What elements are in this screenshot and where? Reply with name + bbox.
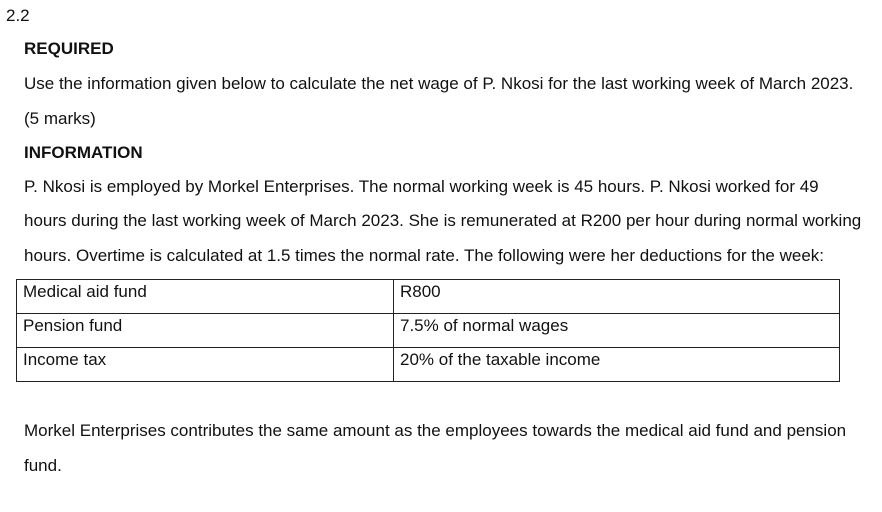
required-heading: REQUIRED <box>24 39 114 58</box>
deduction-item: Income tax <box>17 348 394 382</box>
deduction-value: R800 <box>394 280 840 314</box>
marks-label: (5 marks) <box>24 109 96 128</box>
question-number: 2.2 <box>6 6 30 25</box>
table-row <box>17 280 840 314</box>
information-heading: INFORMATION <box>24 143 143 162</box>
deduction-item: Medical aid fund <box>17 280 394 314</box>
information-line: P. Nkosi is employed by Morkel Enterprises. The normal working week is 45 hours. P. Nkosi worked for 49 <box>24 177 819 196</box>
required-text: Use the information given below to calculate the net wage of P. Nkosi for the last working week of March 2023. <box>24 74 854 93</box>
information-line: hours during the last working week of March 2023. She is remunerated at R200 per hour during normal working <box>24 211 862 230</box>
contribution-line: fund. <box>24 456 62 475</box>
table-row <box>17 348 840 382</box>
contribution-line: Morkel Enterprises contributes the same amount as the employees towards the medical aid fund and pension <box>24 421 847 440</box>
deduction-value: 7.5% of normal wages <box>394 314 840 348</box>
deductions-table <box>16 279 840 382</box>
deduction-item: Pension fund <box>17 314 394 348</box>
information-line: hours. Overtime is calculated at 1.5 times the normal rate. The following were her deductions for the week: <box>24 246 825 265</box>
deduction-value: 20% of the taxable income <box>394 348 840 382</box>
table-row <box>17 314 840 348</box>
